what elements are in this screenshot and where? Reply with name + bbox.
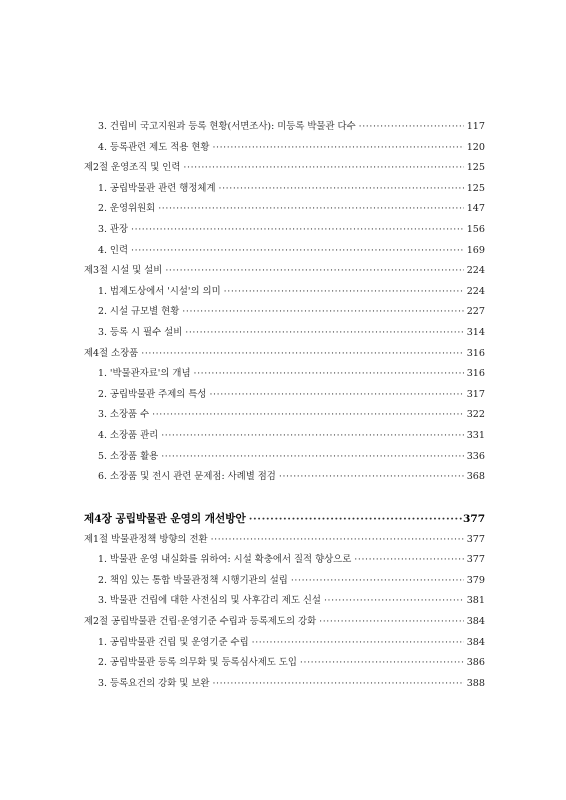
dot-leader [141, 344, 464, 365]
dot-leader [158, 199, 464, 220]
toc-entry-label: 6. 소장품 및 전시 관련 문제점: 사례별 점검 [98, 471, 276, 483]
dot-leader [219, 179, 464, 200]
toc-entry-page: 368 [466, 471, 485, 483]
dot-leader [183, 158, 464, 179]
toc-entry-page: 322 [466, 409, 485, 421]
toc-entry-label: 3. 소장품 수 [98, 409, 150, 421]
toc-subsection-entry[interactable] [84, 653, 485, 674]
toc-entry-label: 3. 등록 시 필수 설비 [98, 326, 183, 338]
toc-subsection-entry[interactable] [84, 241, 485, 262]
toc-entry-label: 제1절 박물관정책 방향의 전환 [84, 533, 208, 545]
toc-entry-page: 156 [466, 223, 485, 235]
dot-leader [185, 323, 464, 344]
table-of-contents [84, 117, 485, 694]
toc-entry-page: 117 [466, 121, 485, 132]
toc-entry-label: 1. '박물관자료'의 개념 [98, 368, 191, 380]
toc-entry-label: 3. 등록요건의 강화 및 보완 [98, 677, 210, 689]
dot-leader [319, 612, 464, 633]
toc-entry-page: 377 [466, 533, 485, 545]
toc-entry-page: 314 [466, 326, 485, 338]
toc-subsection-entry[interactable] [84, 633, 485, 654]
dot-leader [252, 633, 464, 654]
dot-leader [131, 220, 464, 241]
dot-leader [161, 447, 464, 468]
dot-leader [165, 261, 464, 282]
toc-entry-page: 388 [466, 677, 485, 689]
dot-leader [300, 653, 464, 674]
toc-section-entry[interactable] [84, 158, 485, 179]
dot-leader [291, 571, 464, 592]
toc-section-chapter4 [84, 530, 485, 695]
toc-entry-label: 제2절 운영조직 및 인력 [84, 162, 181, 174]
toc-subsection-entry[interactable] [84, 199, 485, 220]
toc-entry-page: 381 [466, 595, 485, 607]
toc-entry-page: 386 [466, 657, 485, 669]
toc-entry-label: 제3절 시설 및 설비 [84, 265, 163, 277]
dot-leader [224, 282, 464, 303]
toc-chapter-page: 377 [463, 512, 486, 525]
toc-section-entry[interactable] [84, 344, 485, 365]
toc-entry-page: 125 [466, 182, 485, 194]
toc-entry-page: 147 [466, 203, 485, 215]
toc-chapter-title: 제4장 공립박물관 운영의 개선방안 [84, 512, 246, 525]
toc-entry-page: 384 [466, 616, 485, 628]
toc-section-entry[interactable] [84, 612, 485, 633]
toc-chapter-entry[interactable] [84, 508, 485, 530]
toc-entry-label: 2. 운영위원회 [98, 203, 156, 215]
toc-entry-label: 2. 공립박물관 등록 의무화 및 등록심사제도 도입 [98, 657, 297, 669]
toc-entry-label: 3. 건립비 국고지원과 등록 현황(서면조사): 미등록 박물관 다수 [98, 121, 356, 132]
toc-subsection-entry[interactable] [84, 323, 485, 344]
toc-entry-page: 224 [466, 285, 485, 297]
toc-entry-label: 4. 소장품 관리 [98, 429, 159, 441]
toc-entry-label: 4. 인력 [98, 244, 129, 256]
toc-entry-label: 제4절 소장품 [84, 347, 139, 359]
toc-subsection-entry[interactable] [84, 405, 485, 426]
dot-leader [182, 302, 464, 323]
toc-entry-label: 3. 관장 [98, 223, 129, 235]
toc-entry-page: 224 [466, 265, 485, 277]
toc-subsection-entry[interactable] [84, 426, 485, 447]
toc-entry-label: 2. 책임 있는 통합 박물관정책 시행기관의 설립 [98, 574, 288, 586]
dot-leader [211, 530, 464, 551]
toc-entry-label: 1. 박물관 운영 내실화를 위하여: 시설 확충에서 질적 향상으로 [98, 554, 352, 566]
toc-entry-page: 384 [466, 636, 485, 648]
toc-subsection-entry[interactable] [84, 447, 485, 468]
toc-entry-label: 2. 공립박물관 주제의 특성 [98, 388, 207, 400]
toc-entry-page: 317 [466, 388, 485, 400]
toc-entry-page: 125 [466, 162, 485, 174]
toc-section-entry[interactable] [84, 261, 485, 282]
toc-entry-label: 3. 박물관 건립에 대한 사전심의 및 사후감리 제도 신설 [98, 595, 321, 607]
toc-section-entry[interactable] [84, 530, 485, 551]
dot-leader [161, 426, 464, 447]
toc-section-chapter3 [84, 117, 485, 488]
dot-leader [152, 405, 464, 426]
toc-subsection-entry[interactable] [84, 364, 485, 385]
toc-subsection-entry[interactable] [84, 385, 485, 406]
toc-subsection-entry[interactable] [84, 179, 485, 200]
toc-subsection-entry[interactable] [84, 591, 485, 612]
dot-leader [324, 591, 464, 612]
toc-entry-page: 336 [466, 450, 485, 462]
toc-entry-page: 316 [466, 368, 485, 380]
dot-leader [249, 508, 462, 530]
toc-entry-page: 169 [466, 244, 485, 256]
toc-subsection-entry[interactable] [84, 550, 485, 571]
dot-leader [131, 241, 464, 262]
toc-entry-page: 227 [466, 306, 485, 318]
toc-subsection-entry[interactable] [84, 117, 485, 138]
toc-subsection-entry[interactable] [84, 220, 485, 241]
toc-entry-page: 120 [466, 141, 485, 153]
section-gap [84, 488, 485, 508]
toc-subsection-entry[interactable] [84, 571, 485, 592]
dot-leader [359, 117, 464, 138]
toc-subsection-entry[interactable] [84, 282, 485, 303]
toc-entry-page: 331 [466, 429, 485, 441]
toc-entry-page: 316 [466, 347, 485, 359]
toc-entry-label: 제2절 공립박물관 건립·운영기준 수립과 등록제도의 강화 [84, 616, 317, 628]
dot-leader [279, 467, 464, 488]
toc-entry-label: 1. 법제도상에서 '시설'의 의미 [98, 285, 221, 297]
dot-leader [212, 674, 464, 695]
dot-leader [212, 138, 464, 159]
dot-leader [209, 385, 464, 406]
toc-subsection-entry[interactable] [84, 302, 485, 323]
toc-entry-page: 377 [466, 554, 485, 566]
toc-entry-label: 2. 시설 규모별 현황 [98, 306, 180, 318]
toc-subsection-entry[interactable] [84, 467, 485, 488]
toc-subsection-entry[interactable] [84, 674, 485, 695]
toc-entry-label: 4. 등록관련 제도 적용 현황 [98, 141, 210, 153]
dot-leader [354, 550, 464, 571]
toc-entry-page: 379 [466, 574, 485, 586]
toc-entry-label: 1. 공립박물관 관련 행정체계 [98, 182, 216, 194]
toc-subsection-entry[interactable] [84, 138, 485, 159]
toc-entry-label: 1. 공립박물관 건립 및 운영기준 수립 [98, 636, 249, 648]
dot-leader [194, 364, 464, 385]
toc-entry-label: 5. 소장품 활용 [98, 450, 159, 462]
